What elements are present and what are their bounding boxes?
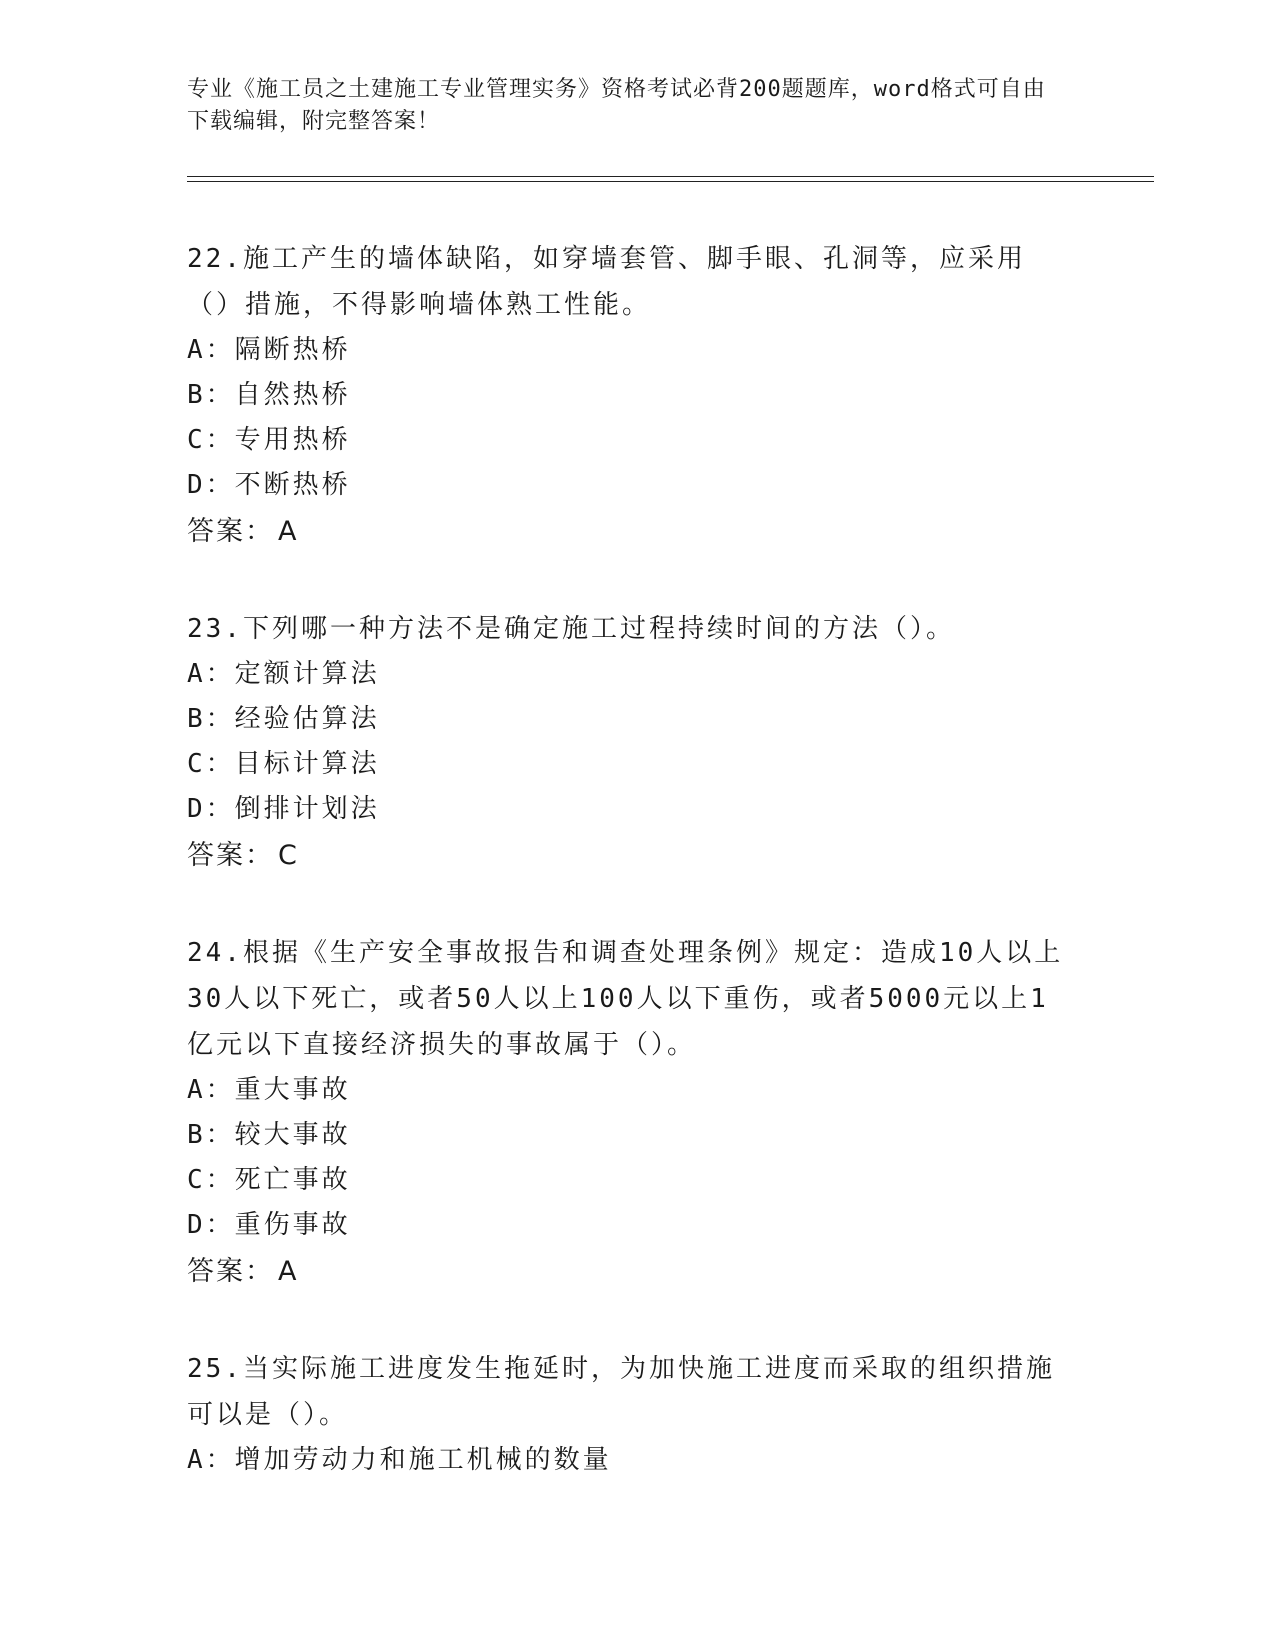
- question-stem: 25.当实际施工进度发生拖延时，为加快施工进度而采取的组织措施可以是（）。: [187, 1354, 1055, 1430]
- answer-label: 答案：: [187, 840, 274, 871]
- answer-value: A: [278, 516, 299, 547]
- option-a: A：隔断热桥: [187, 335, 351, 365]
- answer-line: [187, 1248, 1067, 1296]
- option-b: B：较大事故: [187, 1120, 351, 1150]
- answer-value: A: [278, 1256, 299, 1287]
- option-b: B：自然热桥: [187, 380, 351, 410]
- header-divider-bottom: [187, 181, 1154, 182]
- question-stem: 24.根据《生产安全事故报告和调查处理条例》规定：造成10人以上30人以下死亡，或者50人以上100人以下重伤，或者5000元以上1亿元以下直接经济损失的事故属于（）。: [187, 938, 1064, 1060]
- question-25: [187, 1346, 1067, 1483]
- option-c: C：死亡事故: [187, 1165, 351, 1195]
- option-a: A：重大事故: [187, 1075, 351, 1105]
- header-divider-top: [187, 176, 1154, 177]
- question-stem: 22.施工产生的墙体缺陷，如穿墙套管、脚手眼、孔洞等，应采用（）措施，不得影响墙体熟工性能。: [187, 244, 1026, 320]
- option-a: A：增加劳动力和施工机械的数量: [187, 1445, 612, 1475]
- answer-line: [187, 508, 1067, 556]
- question-list: [187, 236, 1067, 1533]
- option-d: D：倒排计划法: [187, 794, 380, 824]
- option-c: C：目标计算法: [187, 749, 380, 779]
- option-c: C：专用热桥: [187, 425, 351, 455]
- option-d: D：重伤事故: [187, 1210, 351, 1240]
- question-24: [187, 930, 1067, 1296]
- question-stem: 23.下列哪一种方法不是确定施工过程持续时间的方法（）。: [187, 614, 955, 644]
- option-d: D：不断热桥: [187, 470, 351, 500]
- question-23: [187, 606, 1067, 880]
- answer-label: 答案：: [187, 1256, 274, 1287]
- question-22: [187, 236, 1067, 556]
- answer-line: [187, 832, 1067, 880]
- option-a: A：定额计算法: [187, 659, 380, 689]
- answer-value: C: [278, 840, 299, 871]
- answer-label: 答案：: [187, 516, 274, 547]
- option-b: B：经验估算法: [187, 704, 380, 734]
- document-header: 专业《施工员之土建施工专业管理实务》资格考试必背200题题库，word格式可自由下载编辑，附完整答案！: [187, 77, 1046, 134]
